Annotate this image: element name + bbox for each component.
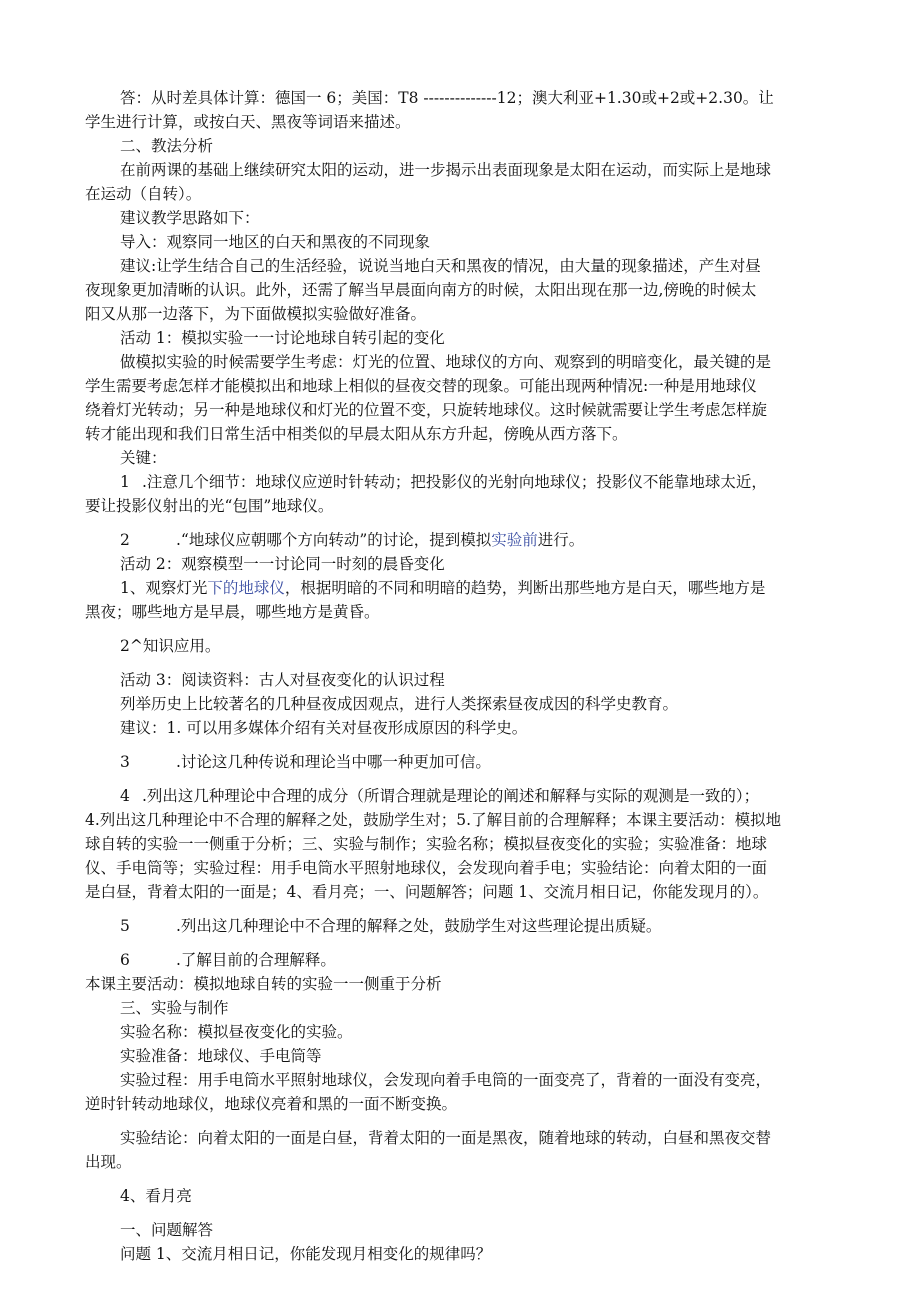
activity-3-heading: 活动 3：阅读资料：古人对昼夜变化的认识过程	[120, 671, 445, 689]
reading-item-3-text: .讨论这几种传说和理论当中哪一种更加可信。	[176, 753, 491, 771]
reading-item-3	[85, 750, 840, 774]
activity-1-heading: 活动 1：模拟实验一一讨论地球自转引起的变化	[120, 329, 445, 347]
key-item-1-number: 1	[120, 473, 130, 491]
reading-item-4-line-1	[85, 784, 840, 808]
reading-item-5	[85, 914, 840, 938]
reading-item-4-line-5: 是白昼，背着太阳的一面是；4、看月亮；一、问题解答；问题 1、交流月相日记，你能发现月的）。	[85, 883, 769, 901]
key-item-2-text-start: .“地球仪应朝哪个方向转动”的讨论，提到模拟	[176, 531, 492, 549]
suggestion-line-2: 夜现象更加清晰的认识。此外，还需了解当早晨面向南方的时候，太阳出现在那一边,傍晚的时候太	[85, 281, 757, 299]
reading-item-6-text: .了解目前的合理解释。	[176, 951, 336, 969]
reading-item-6	[85, 948, 840, 972]
reading-item-3-number: 3	[120, 753, 130, 771]
experiment-conclusion-line-2: 出现。	[85, 1153, 132, 1171]
activity-1-line-3: 绕着灯光转动；另一种是地球仪和灯光的位置不变，只旋转地球仪。这时候就需要让学生考虑怎样旋	[85, 401, 768, 419]
activity-1-line-2: 学生需要考虑怎样才能模拟出和地球上相似的昼夜交替的现象。可能出现两种情况:一种是用地球仪	[85, 377, 757, 395]
analysis-line-2: 在运动（自转）。	[85, 185, 202, 203]
reading-line-1: 列举历史上比较著名的几种昼夜成因观点，进行人类探索昼夜成因的科学史教育。	[120, 695, 679, 713]
section-heading-teaching-analysis: 二、教法分析	[120, 137, 214, 155]
reading-item-5-number: 5	[120, 917, 130, 935]
experiment-process-line-1: 实验过程：用手电筒水平照射地球仪，会发现向着手电筒的一面变亮了，背着的一面没有变亮，	[120, 1071, 772, 1089]
link-globe-under-light[interactable]: 下的地球仪	[207, 579, 285, 597]
reading-suggestion-1: 建议：1. 可以用多媒体介绍有关对昼夜形成原因的科学史。	[120, 719, 528, 737]
key-item-1-text: .注意几个细节：地球仪应逆时针转动；把投影仪的光射向地球仪；投影仪不能靠地球太近，	[142, 473, 767, 491]
experiment-conclusion-line-1: 实验结论：向着太阳的一面是白昼，背着太阳的一面是黑夜，随着地球的转动，白昼和黑夜交替	[120, 1129, 772, 1147]
activity-2-heading: 活动 2：观察模型一一讨论同一时刻的晨昏变化	[120, 555, 445, 573]
reading-item-4-line-3: 球自转的实验一一侧重于分析；三、实验与制作；实验名称；模拟昼夜变化的实验；实验准备：地球	[85, 835, 768, 853]
observation-2: 2^知识应用。	[120, 637, 221, 655]
key-item-1-line-1	[85, 470, 840, 494]
observation-1-text-end: ，根据明暗的不同和明暗的趋势，判断出那些地方是白天，哪些地方是	[284, 579, 766, 597]
observation-1-line-1	[85, 576, 840, 600]
section-heading-qa: 一、问题解答	[120, 1221, 214, 1239]
question-1: 问题 1、交流月相日记，你能发现月相变化的规律吗？	[120, 1245, 492, 1263]
activity-1-line-1: 做模拟实验的时候需要学生考虑：灯光的位置、地球仪的方向、观察到的明暗变化，最关键的是	[120, 353, 772, 371]
key-item-2	[85, 528, 840, 552]
key-item-1-line-2: 要让投影仪射出的光“包围”地球仪。	[85, 497, 334, 515]
answer-line-1: 答：从时差具体计算：德国一 6；美国：T8 --------------12；澳大利亚+1.30或+2或+2.30。让	[120, 89, 774, 107]
key-item-2-number: 2	[120, 531, 130, 549]
suggestion-line-3: 阳又从那一边落下，为下面做模拟实验做好准备。	[85, 305, 427, 323]
introduction-line: 导入：观察同一地区的白天和黑夜的不同现象	[120, 233, 431, 251]
observation-1-text-start: 1、观察灯光	[120, 579, 208, 597]
reading-item-6-number: 6	[120, 951, 130, 969]
activity-1-line-4: 转才能出现和我们日常生活中相类似的早晨太阳从东方升起，傍晚从西方落下。	[85, 425, 628, 443]
observation-1-line-2: 黑夜；哪些地方是早晨，哪些地方是黄昏。	[85, 603, 380, 621]
reading-item-5-text: .列出这几种理论中不合理的解释之处，鼓励学生对这些理论提出质疑。	[176, 917, 662, 935]
experiment-preparation: 实验准备：地球仪、手电筒等	[120, 1047, 322, 1065]
analysis-line-1: 在前两课的基础上继续研究太阳的运动，进一步揭示出表面现象是太阳在运动，而实际上是地球	[120, 161, 772, 179]
teaching-ideas-heading: 建议教学思路如下：	[120, 209, 260, 227]
reading-item-4-line-4: 仪、手电筒等；实验过程：用手电筒水平照射地球仪，会发现向着手电；实验结论：向着太阳的一面	[85, 859, 768, 877]
suggestion-line-1: 建议:让学生结合自己的生活经验，说说当地白天和黑夜的情况，由大量的现象描述，产生对昼	[120, 257, 761, 275]
main-activity-line: 本课主要活动：模拟地球自转的实验一一侧重于分析	[85, 975, 442, 993]
reading-item-4-line-2: 4.列出这几种理论中不合理的解释之处，鼓励学生对；5.了解目前的合理解释；本课主要活动：模拟地	[85, 811, 782, 829]
experiment-name: 实验名称：模拟昼夜变化的实验。	[120, 1023, 353, 1041]
reading-item-4-number: 4	[120, 787, 130, 805]
experiment-process-line-2: 逆时针转动地球仪，地球仪亮着和黑的一面不断变换。	[85, 1095, 458, 1113]
answer-line-2: 学生进行计算，或按白天、黑夜等词语来描述。	[85, 113, 411, 131]
link-experiment-before[interactable]: 实验前	[491, 531, 538, 549]
section-heading-moon: 4、看月亮	[120, 1187, 192, 1205]
key-item-2-text-end: 进行。	[537, 531, 585, 549]
key-heading: 关键：	[120, 449, 167, 467]
section-heading-experiment: 三、实验与制作	[120, 999, 229, 1017]
reading-item-4-text: .列出这几种理论中合理的成分（所谓合理就是理论的阐述和解释与实际的观测是一致的）；	[142, 787, 760, 805]
